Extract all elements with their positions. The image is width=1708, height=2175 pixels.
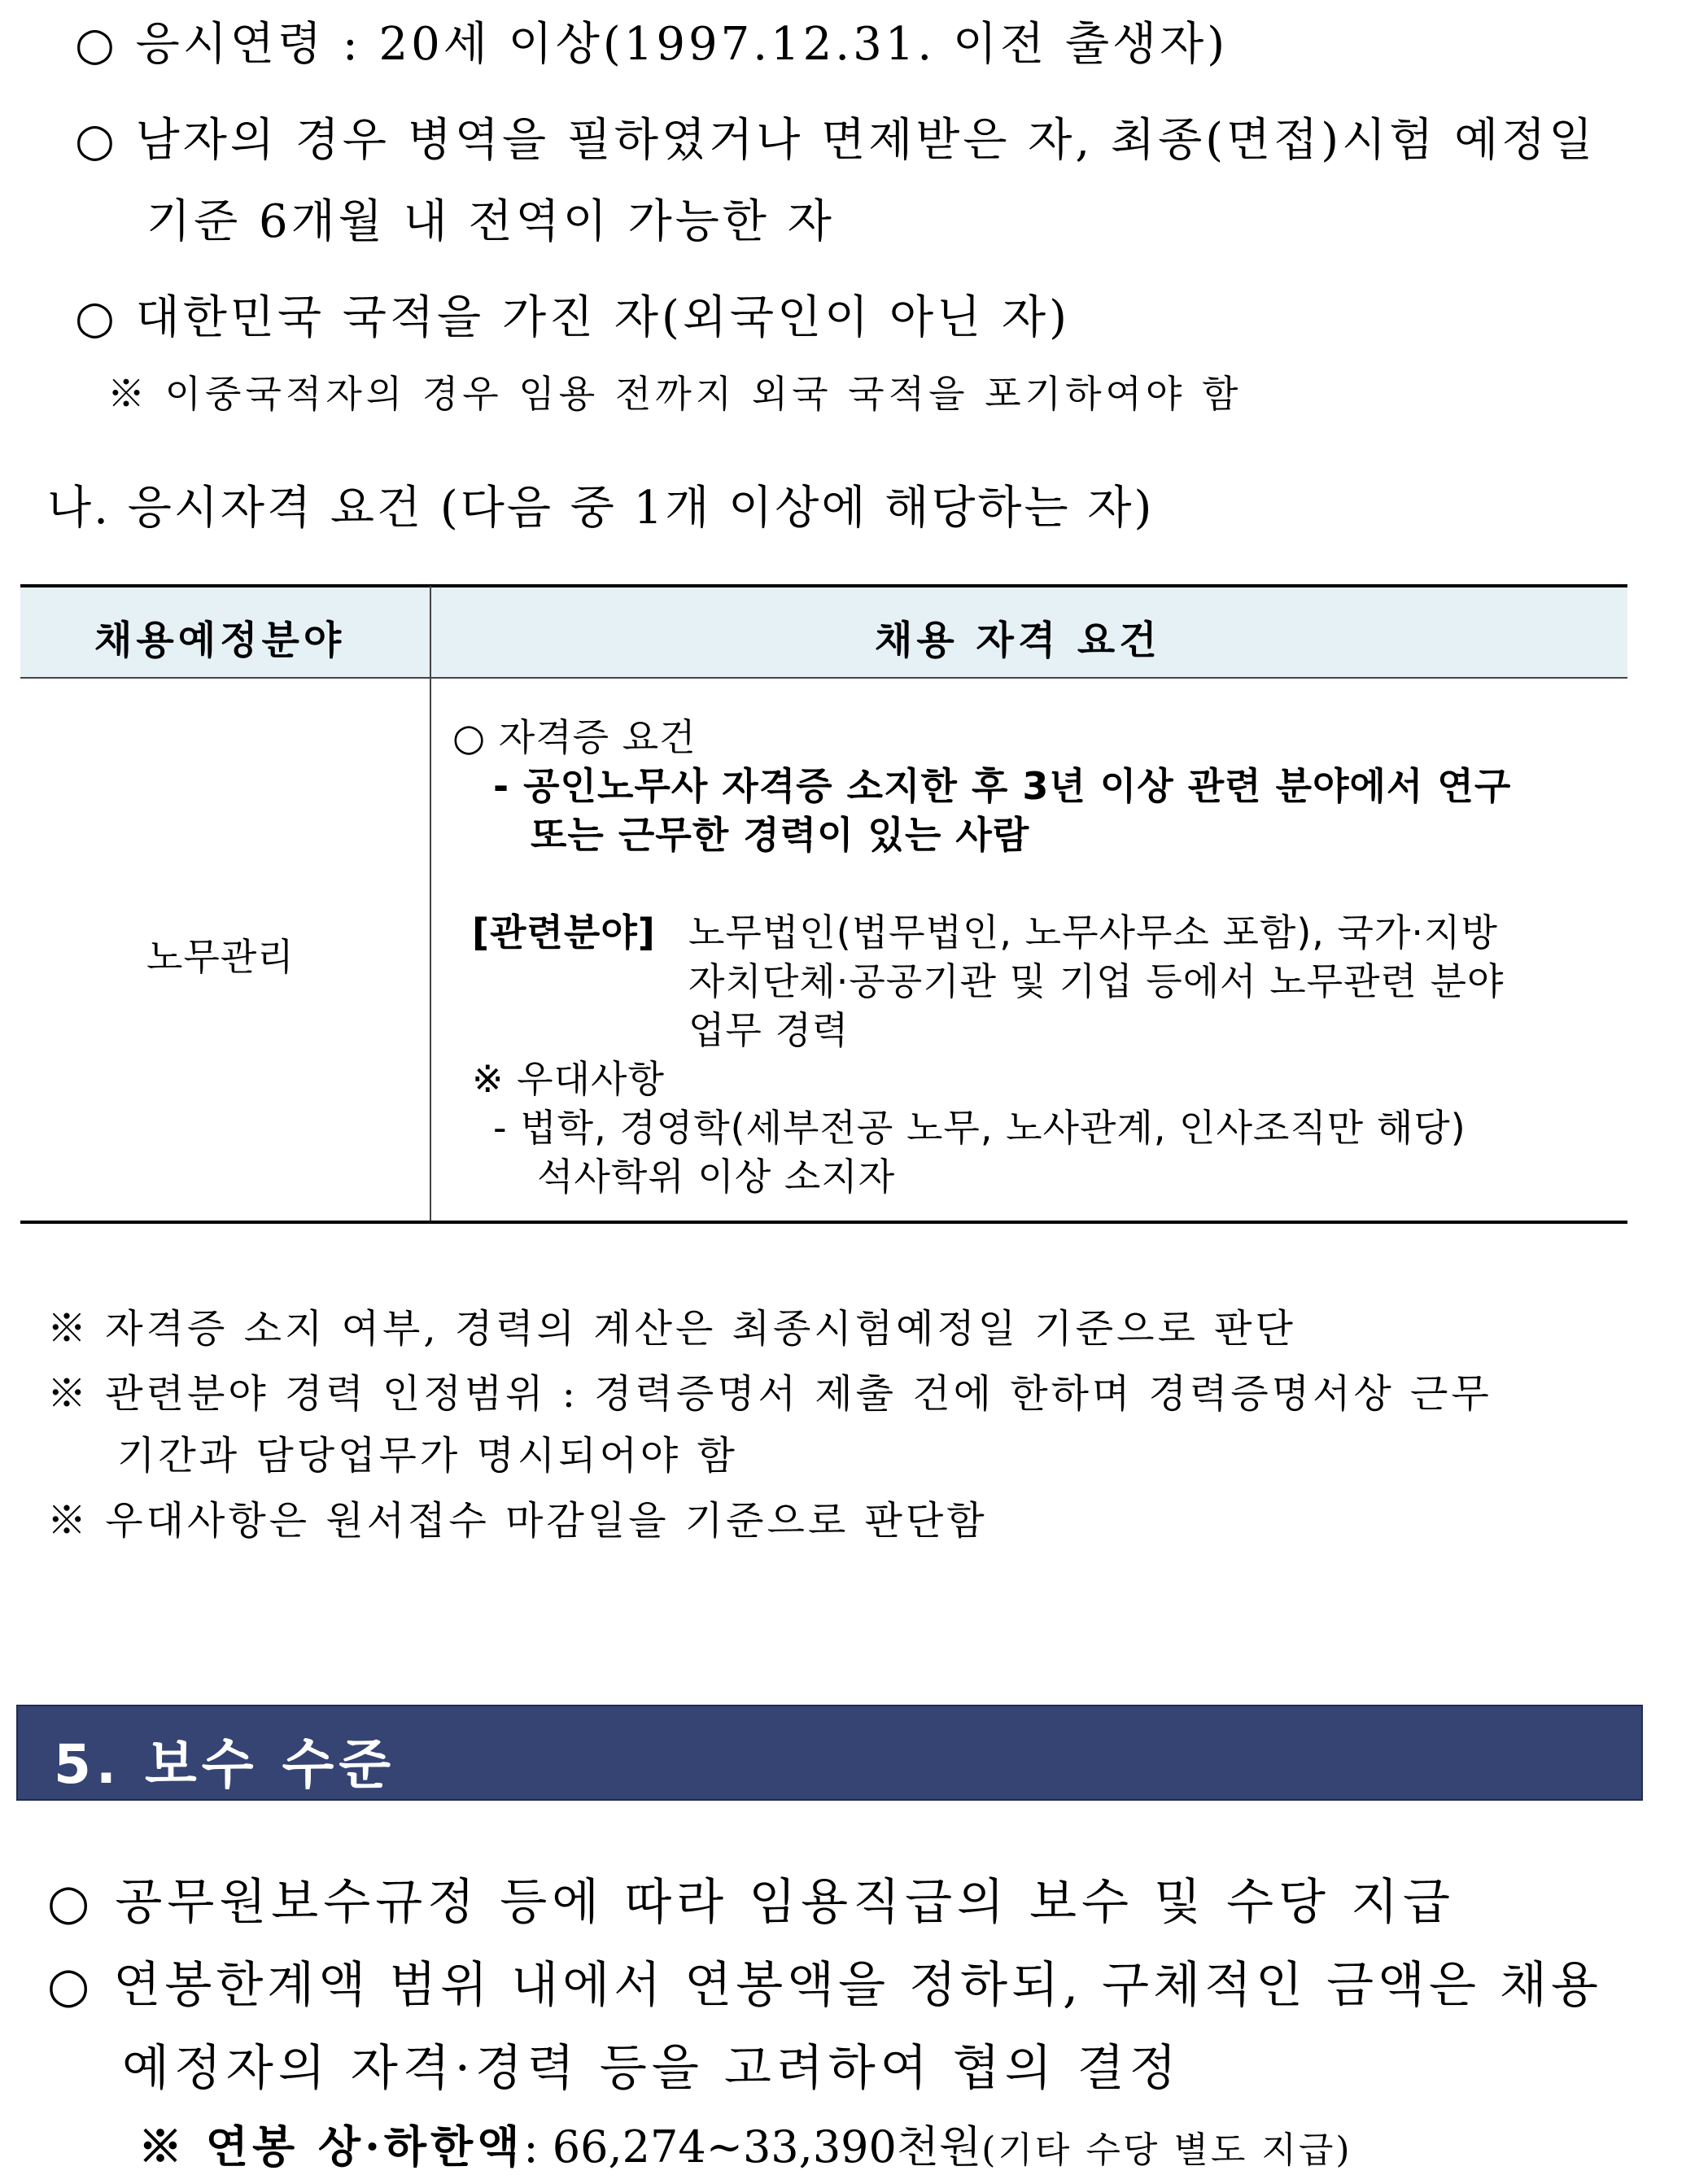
preference-line-2: 석사학위 이상 소지자 <box>537 1155 896 1199</box>
salary-line-1: ○ 연봉한계액 범위 내에서 연봉액을 정하되, 구체적인 금액은 채용 <box>47 1957 1602 2014</box>
pay-line: ○ 공무원보수규정 등에 따라 임용직급의 보수 및 수당 지급 <box>47 1874 1456 1931</box>
salary-range-label: ※ 연봉 상·하한액 <box>138 2120 524 2173</box>
salary-line-2: 예정자의 자격·경력 등을 고려하여 협의 결정 <box>122 2040 1182 2097</box>
section-na-heading: 나. 응시자격 요건 (다음 중 1개 이상에 해당하는 자) <box>47 482 1155 535</box>
cert-requirement-line-2: 또는 근무한 경력이 있는 사람 <box>531 813 1030 857</box>
footnote-2-line-1: ※ 관련분야 경력 인정범위 : 경력증명서 제출 건에 한하며 경력증명서상 근무 <box>47 1371 1492 1417</box>
cert-requirement-title: ○ 자격증 요건 <box>452 715 697 759</box>
related-field-label: [관련분야] <box>472 911 656 954</box>
footnote-3: ※ 우대사항은 원서접수 마감일을 기준으로 판단함 <box>47 1498 988 1544</box>
preference-line-1: - 법학, 경영학(세부전공 노무, 노사관계, 인사조직만 해당) <box>493 1106 1466 1150</box>
nationality-requirement: ○ 대한민국 국적을 가진 자(외국인이 아닌 자) <box>75 291 1070 344</box>
preference-title: ※ 우대사항 <box>472 1057 665 1101</box>
related-field-line-2: 자치단체·공공기관 및 기업 등에서 노무관련 분야 <box>688 959 1505 1003</box>
footnote-1: ※ 자격증 소지 여부, 경력의 계산은 최종시험예정일 기준으로 판단 <box>47 1306 1296 1352</box>
military-requirement-line-2: 기준 6개월 내 전역이 가능한 자 <box>146 195 835 248</box>
salary-range-value: : 66,274∼33,390천원 <box>523 2121 982 2173</box>
footnote-2-line-2: 기간과 담당업무가 명시되어야 함 <box>117 1433 738 1478</box>
related-field-line-1: 노무법인(법무법인, 노무사무소 포함), 국가·지방 <box>688 911 1498 954</box>
table-header-requirements: 채용 자격 요건 <box>875 618 1161 663</box>
cert-requirement-line-1: - 공인노무사 자격증 소지한 후 3년 이상 관련 분야에서 연구 <box>493 764 1512 808</box>
dual-nationality-note: ※ 이중국적자의 경우 임용 전까지 외국 국적을 포기하여야 함 <box>107 372 1243 416</box>
salary-range-row <box>138 2112 1352 2175</box>
table-header-divider <box>20 677 1627 679</box>
related-field-line-3: 업무 경력 <box>688 1008 850 1052</box>
age-requirement: ○ 응시연령 : 20세 이상(1997.12.31. 이전 출생자) <box>75 18 1229 71</box>
salary-range-note: (기타 수당 별도 지급) <box>981 2129 1352 2171</box>
military-requirement-line-1: ○ 남자의 경우 병역을 필하였거나 면제받은 자, 최종(면접)시험 예정일 <box>75 114 1597 167</box>
table-top-border <box>20 584 1627 587</box>
table-column-divider <box>430 586 431 1222</box>
table-bottom-border <box>20 1221 1627 1224</box>
table-cell-field: 노무관리 <box>146 935 295 979</box>
table-header-field: 채용예정분야 <box>94 618 346 663</box>
section-5-title: 5. 보수 수준 <box>54 1733 395 1796</box>
